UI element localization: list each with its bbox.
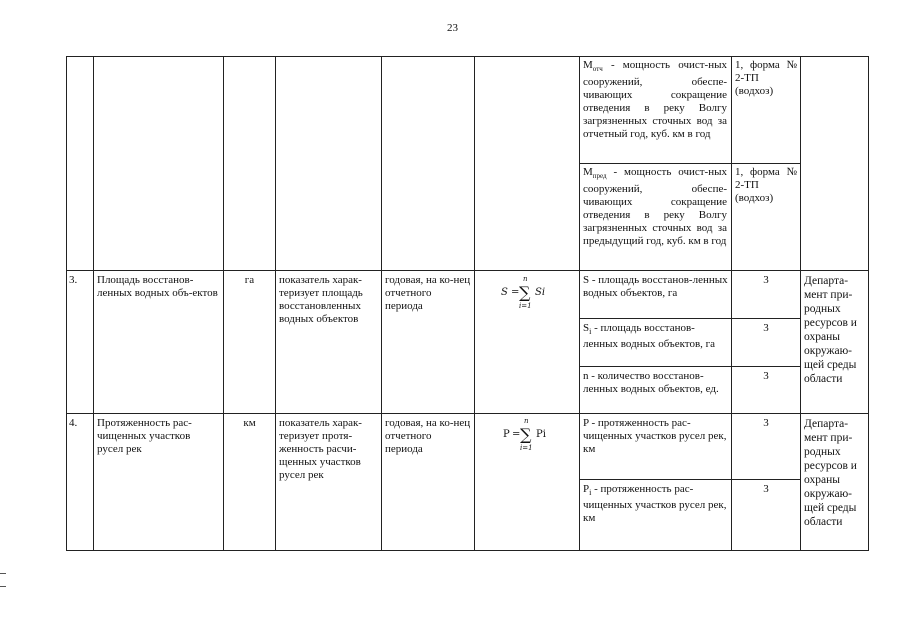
unit: км <box>243 417 256 429</box>
indicator-name: Протяженность рас-чищенных участков русел рек <box>97 417 192 455</box>
sigma-symbol: ∑ <box>519 283 531 302</box>
row-number: 4. <box>69 417 78 429</box>
scan-margin-mark <box>0 586 6 587</box>
formula-equals: = <box>512 429 521 440</box>
variable-symbol: $M_{отч}$ <box>583 59 603 74</box>
indicator-description: показатель харак-теризует площадь восстановленных водных объектов <box>279 274 363 325</box>
variable-symbol: $M_{пред}$ <box>583 166 607 181</box>
variable-p: P - протяженность рас-чищенных участков русел рек, км <box>583 417 727 455</box>
continuation-source-m-previous: 1, форма № 2-ТП (водхоз) <box>735 166 797 204</box>
source-p: 3 <box>763 417 769 429</box>
continuation-source-m-report: 1, форма № 2-ТП (водхоз) <box>735 59 797 97</box>
variable-p-i <box>583 483 728 525</box>
source-s: 3 <box>763 274 769 286</box>
periodicity: годовая, на ко-нец отчетного периода <box>385 417 471 455</box>
formula-equals: = <box>511 287 520 298</box>
unit: га <box>244 274 255 286</box>
formula-lhs: S <box>501 287 508 298</box>
scan-margin-mark <box>0 573 6 574</box>
sigma-symbol: ∑ <box>520 425 532 444</box>
variable-description: - протяженность рас-чищенных участков русел рек, км <box>583 483 727 525</box>
formula-sum-bottom: i=1 <box>519 302 532 310</box>
variable-description: - площадь восстанов-ленных водных объектов, га <box>583 322 716 351</box>
variable-symbol: P <box>583 483 590 495</box>
source-s-i: 3 <box>763 322 769 334</box>
continuation-variable-m-previous <box>583 166 727 248</box>
responsible-department: Департа-мент при-родных ресурсов и охраны окружаю-щей среды области <box>804 275 857 385</box>
page-number: 23 <box>447 22 458 34</box>
periodicity: годовая, на ко-нец отчетного периода <box>385 274 471 312</box>
source-p-i: 3 <box>763 483 769 495</box>
formula-term: Pi <box>536 429 546 440</box>
indicator-description: показатель харак-теризует протя-женность расчи-щенных участков русел рек <box>279 417 362 481</box>
length-sum-formula <box>500 414 560 458</box>
responsible-department: Департа-мент при-родных ресурсов и охраны окружаю-щей среды области <box>804 418 857 528</box>
variable-s-i <box>583 322 728 351</box>
formula-sum-top: n <box>524 417 529 425</box>
source-n: 3 <box>763 370 769 382</box>
continuation-variable-m-report <box>583 59 727 141</box>
variable-subscript: i <box>589 327 592 337</box>
area-sum-formula <box>498 272 558 316</box>
variable-description: - мощность очист-ных сооружений, обеспе-чивающих сокращение отведения в реку Волгу загрязненных сточных вод за предыдущий год, куб. км в год <box>583 166 727 248</box>
formula-sum-top: n <box>523 275 528 283</box>
row-number: 3. <box>69 274 78 286</box>
variable-symbol: S <box>583 322 590 334</box>
variable-subscript: i <box>589 488 592 498</box>
indicator-name: Площадь восстанов-ленных водных объ-ектов <box>97 274 218 299</box>
formula-sum-bottom: i=1 <box>520 444 533 452</box>
variable-description: - мощность очист-ных сооружений, обеспе-чивающих сокращение отведения в реку Волгу загрязненных сточных вод за отчетный год, куб. км в год <box>583 59 727 141</box>
variable-n: n - количество восстанов-ленных водных объектов, ед. <box>583 370 719 395</box>
formula-term: Si <box>535 287 546 298</box>
formula-lhs: P <box>503 429 510 440</box>
variable-s: S - площадь восстанов-ленных водных объектов, га <box>583 274 728 299</box>
